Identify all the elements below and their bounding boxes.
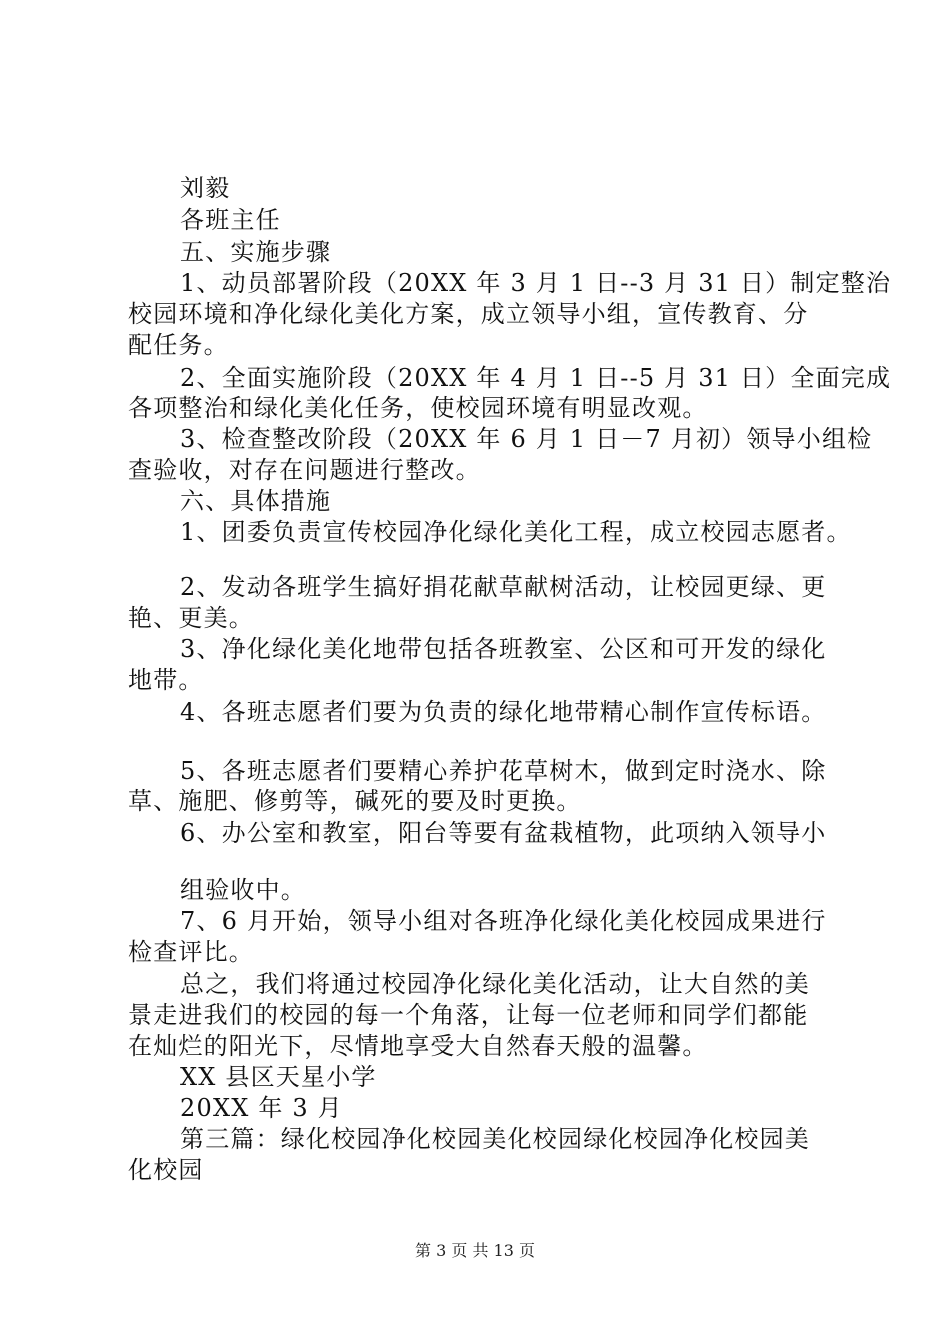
text-line: 景走进我们的校园的每一个角落，让每一位老师和同学们都能	[128, 1001, 809, 1029]
text-line: 1、团委负责宣传校园净化绿化美化工程，成立校园志愿者。	[180, 518, 852, 546]
text-line: 草、施肥、修剪等，碱死的要及时更换。	[128, 787, 582, 815]
text-line: 3、检查整改阶段（20XX 年 6 月 1 日－7 月初）领导小组检	[180, 425, 873, 453]
text-line: 查验收，对存在问题进行整改。	[128, 456, 481, 484]
page-number: 第 3 页 共 13 页	[415, 1241, 535, 1260]
text-line: 各班主任	[180, 206, 281, 234]
section-title: 第三篇：绿化校园净化校园美化校园绿化校园净化校园美	[180, 1125, 810, 1153]
text-line: 7、6 月开始，领导小组对各班净化绿化美化校园成果进行	[180, 907, 827, 935]
text-line: 化校园	[128, 1156, 204, 1184]
text-line: 在灿烂的阳光下，尽情地享受大自然春天般的温馨。	[128, 1032, 708, 1060]
text-line: 6、办公室和教室，阳台等要有盆栽植物，此项纳入领导小	[180, 819, 827, 847]
text-line: 4、各班志愿者们要为负责的绿化地带精心制作宣传标语。	[180, 698, 827, 726]
text-line: 地带。	[128, 666, 204, 694]
signature-date: 20XX 年 3 月	[180, 1094, 343, 1122]
text-line: 1、动员部署阶段（20XX 年 3 月 1 日--3 月 31 日）制定整治	[180, 269, 892, 297]
text-line: 3、净化绿化美化地带包括各班教室、公区和可开发的绿化	[180, 635, 827, 663]
signature-organization: XX 县区天星小学	[180, 1063, 377, 1091]
text-line: 艳、更美。	[128, 604, 254, 632]
text-line: 校园环境和净化绿化美化方案，成立领导小组，宣传教育、分	[128, 300, 809, 328]
text-line: 组验收中。	[180, 876, 306, 904]
text-line: 总之，我们将通过校园净化绿化美化活动，让大自然的美	[180, 970, 810, 998]
text-line: 2、全面实施阶段（20XX 年 4 月 1 日--5 月 31 日）全面完成	[180, 364, 892, 392]
text-line: 配任务。	[128, 331, 229, 359]
section-heading: 六、具体措施	[180, 487, 332, 515]
text-line: 各项整治和绿化美化任务，使校园环境有明显改观。	[128, 394, 708, 422]
text-line: 2、发动各班学生搞好捐花献草献树活动，让校园更绿、更	[180, 573, 827, 601]
text-line: 检查评比。	[128, 938, 254, 966]
text-line: 刘毅	[180, 174, 231, 202]
text-line: 5、各班志愿者们要精心养护花草树木，做到定时浇水、除	[180, 757, 827, 785]
section-heading: 五、实施步骤	[180, 238, 332, 266]
